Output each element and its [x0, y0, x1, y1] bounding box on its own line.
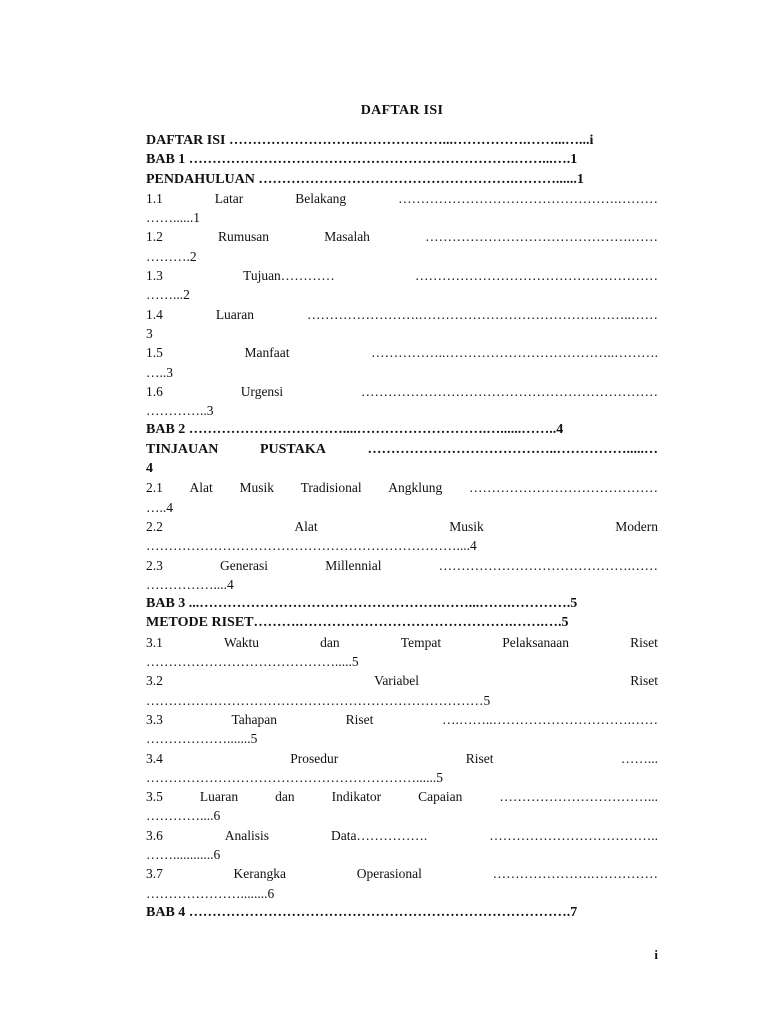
toc-entry-word: Latar [214, 190, 244, 206]
toc-entry-continuation: ……………………………………………………......5 [146, 769, 443, 785]
toc-entry [146, 305, 658, 324]
toc-entry-continuation: ……………....4 [146, 576, 234, 592]
toc-entry-word: 2.1 [146, 480, 163, 496]
toc-entry-continuation: …..4 [146, 499, 173, 515]
toc-entry-word: Data……………. [330, 827, 428, 843]
toc-entry-continuation: …………..3 [146, 403, 214, 419]
toc-entry [146, 170, 658, 189]
page-number: i [654, 947, 658, 962]
toc-entry-continuation: ……............6 [146, 846, 221, 862]
toc-entry-word: PUSTAKA [259, 441, 326, 457]
toc-entry-word: Riset [465, 750, 494, 766]
toc-entry-continuation: ……….2 [146, 248, 197, 264]
toc-entry-word: ….……..………………………….…… [442, 711, 658, 727]
toc-entry-continuation: …..3 [146, 364, 173, 380]
toc-leader-page: ……….……………………………………….…….….5 [253, 615, 569, 631]
page-title: DAFTAR ISI [360, 103, 444, 118]
toc-entry-word: 1.1 [146, 190, 163, 206]
toc-entry-word: Alat [189, 480, 213, 496]
toc-leader-page: ……………………………………………………………………….7 [188, 904, 578, 920]
toc-leader-page: ……………………….………………...…………….……...…...i [228, 133, 594, 148]
toc-entry-continuation: 3 [146, 325, 153, 341]
toc-entry-word: 1.4 [146, 306, 163, 322]
toc-entry-word: 3.5 [146, 789, 163, 805]
toc-entry-continuation: ……...2 [146, 287, 190, 303]
toc-entry [146, 594, 658, 613]
toc-entry-word: 3.2 [146, 673, 163, 689]
toc-entry-word: Variabel [374, 673, 420, 689]
toc-entry-word: 1.6 [146, 383, 163, 399]
toc-entry [146, 382, 658, 401]
toc-entry-word: Millennial [325, 557, 382, 573]
toc-entry-word: 3.6 [146, 827, 163, 843]
toc-entry-continuation: 4 [146, 461, 153, 477]
toc-leader-page: ...…………………………………………….……...…….………….5 [188, 596, 578, 612]
toc-leader-page: …………………………………………………………….……...….1 [188, 152, 578, 168]
toc-entry [146, 343, 658, 362]
toc-entry-word: Waktu [224, 634, 259, 650]
toc-entry-continuation: ……………………………………………………………....4 [146, 538, 477, 554]
toc-entry-continuation: ……………….......5 [146, 731, 258, 747]
toc-entry-word: …………………………………… [468, 480, 658, 496]
toc-entry-word: 3.1 [146, 634, 163, 650]
toc-entry-word: Rumusan [218, 229, 270, 245]
toc-entry-word: Pelaksanaan [502, 634, 569, 650]
toc-entry-word: Tujuan………… [243, 268, 335, 284]
toc-entry [146, 440, 658, 459]
toc-entry [146, 613, 658, 632]
toc-entry [146, 749, 658, 768]
toc-entry-word: Musik [449, 518, 484, 534]
toc-entry-word: 3.4 [146, 750, 163, 766]
toc-entry-continuation: …………………………………….....5 [146, 654, 359, 670]
toc-entry-word: …………………………………….…… [438, 557, 658, 573]
toc-entry-word: Indikator [331, 789, 382, 805]
toc-entry-word: 1.2 [146, 229, 163, 245]
toc-entry-word: 1.5 [146, 345, 163, 361]
toc-entry-word: Musik [239, 480, 274, 496]
toc-entry [146, 633, 658, 652]
toc-entry-continuation: ……......1 [146, 210, 200, 226]
toc-entry-word: Tradisional [300, 480, 362, 496]
toc-entry-word: ……………..………………………………..………. [371, 345, 658, 361]
toc-entry-word: Luaran [215, 306, 255, 322]
toc-entry-label: METODE RISET [146, 615, 254, 631]
toc-entry-label: BAB 4 [146, 904, 189, 920]
toc-entry-label: BAB 1 [146, 152, 189, 168]
toc-entry-word: ………………………………………….……… [398, 190, 658, 206]
toc-entry-word: ……………………………………………… [414, 268, 658, 284]
toc-entry [146, 710, 658, 729]
toc-entry-word: TINJAUAN [146, 441, 219, 457]
toc-entry-word: Capaian [418, 789, 463, 805]
toc-entry-word: ………………………………………………………… [361, 383, 658, 399]
toc-entry-word: Tempat [400, 634, 442, 650]
toc-entry-word: Alat [294, 518, 318, 534]
toc-entry-word: ……………………………….. [489, 827, 658, 843]
toc-entry-word: Urgensi [240, 383, 284, 399]
toc-entry [146, 131, 658, 150]
toc-entry-label: PENDAHULUAN [146, 171, 259, 187]
toc-entry [146, 266, 658, 285]
toc-entry-word: Analisis [224, 827, 270, 843]
toc-entry-word: Luaran [199, 789, 239, 805]
toc-entry-word: Manfaat [244, 345, 290, 361]
toc-entry [146, 420, 658, 439]
table-of-contents [146, 131, 658, 922]
toc-entry [146, 903, 658, 922]
toc-entry-word: Prosedur [290, 750, 339, 766]
toc-entry-word: ………………….…………… [492, 866, 658, 882]
toc-entry-word: dan [275, 789, 295, 805]
toc-entry [146, 671, 658, 690]
toc-entry-word: Kerangka [233, 866, 287, 882]
toc-entry [146, 150, 658, 169]
toc-entry-label: BAB 2 [146, 422, 189, 438]
toc-entry [146, 787, 658, 806]
toc-entry-word: 2.3 [146, 557, 163, 573]
toc-entry-word: ……………………………………….…… [425, 229, 658, 245]
toc-entry-word: Generasi [220, 557, 269, 573]
toc-entry-word: 2.2 [146, 518, 163, 534]
toc-entry-label: DAFTAR ISI [146, 133, 229, 148]
toc-entry-continuation: …………………........6 [146, 885, 275, 901]
toc-entry [146, 864, 658, 883]
toc-entry-word: 1.3 [146, 268, 163, 284]
toc-entry-word: Tahapan [231, 711, 278, 727]
toc-entry-label: BAB 3 [146, 596, 189, 612]
toc-entry [146, 227, 658, 246]
toc-leader-page: ……………………………....……………………….…......……..4 [188, 422, 564, 438]
toc-entry-word: Riset [630, 673, 658, 689]
toc-entry-continuation: …………………………………………………………………5 [146, 692, 491, 708]
toc-entry [146, 556, 658, 575]
toc-entry-word: Angklung [388, 480, 443, 496]
toc-entry [146, 826, 658, 845]
toc-entry-word: Riset [345, 711, 374, 727]
toc-entry-word: Riset [630, 634, 658, 650]
toc-entry-word: Operasional [356, 866, 422, 882]
toc-entry-word: …………………………………..…………….....… [367, 441, 658, 457]
toc-entry-continuation: …………....6 [146, 808, 221, 824]
toc-entry-word: Masalah [324, 229, 370, 245]
toc-entry-word: 3.7 [146, 866, 163, 882]
toc-entry-word: Belakang [295, 190, 347, 206]
toc-entry-word: …………………….………………………………….……..…… [306, 306, 658, 322]
toc-entry [146, 478, 658, 497]
toc-leader-page: ……………………………………………….………......1 [258, 171, 584, 187]
toc-entry-word: dan [320, 634, 340, 650]
toc-entry [146, 517, 658, 536]
toc-entry [146, 189, 658, 208]
toc-entry-word: 3.3 [146, 711, 163, 727]
toc-entry-word: ……………………………... [499, 789, 658, 805]
toc-entry-word: ……... [620, 750, 658, 766]
toc-entry-word: Modern [615, 518, 658, 534]
